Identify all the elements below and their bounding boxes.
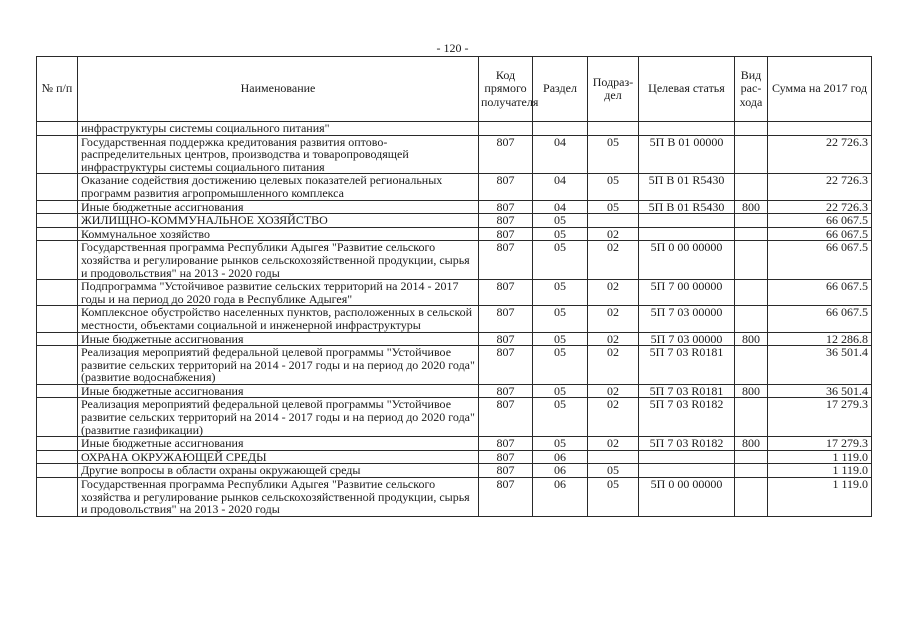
- cell-name: Другие вопросы в области охраны окружающей среды: [78, 464, 479, 478]
- cell-sum: 66 067.5: [768, 214, 872, 228]
- cell-sum: 12 286.8: [768, 332, 872, 346]
- cell-name: Иные бюджетные ассигнования: [78, 200, 479, 214]
- cell-name: Реализация мероприятий федеральной целевой программы "Устойчивое развитие сельских территорий на 2014 - 2017 годы и на период до 2020 года" (развитие водоснабжения): [78, 346, 479, 385]
- cell-section: 05: [533, 384, 588, 398]
- cell-section: 06: [533, 464, 588, 478]
- cell-sum: [768, 122, 872, 136]
- cell-num: [37, 135, 78, 174]
- cell-code: 807: [479, 200, 533, 214]
- cell-num: [37, 478, 78, 517]
- cell-name: инфраструктуры системы социального питания": [78, 122, 479, 136]
- table-row: [37, 280, 872, 306]
- cell-section: 05: [533, 280, 588, 306]
- table-row: [37, 227, 872, 241]
- cell-name: Комплексное обустройство населенных пунктов, расположенных в сельской местности, объектами социальной и инженерной инфраструктуры: [78, 306, 479, 332]
- cell-section: 05: [533, 306, 588, 332]
- cell-subsection: 02: [588, 398, 639, 437]
- cell-code: 807: [479, 280, 533, 306]
- cell-section: 06: [533, 478, 588, 517]
- cell-target: [639, 450, 735, 464]
- header-code: Код прямого получателя: [479, 57, 533, 122]
- cell-code: 807: [479, 135, 533, 174]
- cell-type: [735, 214, 768, 228]
- table-row: [37, 174, 872, 200]
- cell-section: 05: [533, 332, 588, 346]
- cell-num: [37, 306, 78, 332]
- cell-type: [735, 464, 768, 478]
- cell-code: 807: [479, 332, 533, 346]
- table-row: [37, 384, 872, 398]
- cell-num: [37, 464, 78, 478]
- cell-name: Государственная программа Республики Адыгея "Развитие сельского хозяйства и регулирование рынков сельскохозяйственной продукции, сырья и продовольствия" на 2013 - 2020 годы: [78, 478, 479, 517]
- cell-section: 05: [533, 398, 588, 437]
- cell-type: [735, 122, 768, 136]
- header-type: Вид рас-хода: [735, 57, 768, 122]
- cell-sum: 36 501.4: [768, 346, 872, 385]
- cell-code: [479, 122, 533, 136]
- table-body: [37, 122, 872, 517]
- cell-num: [37, 280, 78, 306]
- cell-num: [37, 174, 78, 200]
- header-subsection: Подраз-дел: [588, 57, 639, 122]
- cell-name: Государственная поддержка кредитования развития оптово-распределительных центров, производства и товаропроводящей инфраструктуры системы социального питания: [78, 135, 479, 174]
- table-row: [37, 122, 872, 136]
- cell-subsection: [588, 122, 639, 136]
- cell-num: [37, 122, 78, 136]
- cell-num: [37, 200, 78, 214]
- table-row: [37, 437, 872, 451]
- cell-section: 05: [533, 241, 588, 280]
- cell-sum: 66 067.5: [768, 280, 872, 306]
- cell-target: 5П 7 00 00000: [639, 280, 735, 306]
- cell-target: 5П В 01 00000: [639, 135, 735, 174]
- cell-target: 5П 0 00 00000: [639, 241, 735, 280]
- cell-num: [37, 241, 78, 280]
- cell-subsection: 02: [588, 241, 639, 280]
- table-row: [37, 346, 872, 385]
- budget-table: [36, 56, 872, 517]
- cell-type: [735, 280, 768, 306]
- table-row: [37, 398, 872, 437]
- cell-subsection: [588, 214, 639, 228]
- cell-type: [735, 174, 768, 200]
- table-row: [37, 478, 872, 517]
- cell-target: [639, 214, 735, 228]
- cell-target: 5П 7 03 R0182: [639, 437, 735, 451]
- cell-target: [639, 122, 735, 136]
- cell-section: 04: [533, 135, 588, 174]
- cell-sum: 22 726.3: [768, 135, 872, 174]
- cell-section: 04: [533, 200, 588, 214]
- cell-num: [37, 384, 78, 398]
- cell-type: 800: [735, 437, 768, 451]
- cell-type: [735, 241, 768, 280]
- header-sum: Сумма на 2017 год: [768, 57, 872, 122]
- cell-type: [735, 227, 768, 241]
- cell-target: 5П В 01 R5430: [639, 200, 735, 214]
- cell-name: Иные бюджетные ассигнования: [78, 437, 479, 451]
- cell-subsection: [588, 450, 639, 464]
- cell-name: Иные бюджетные ассигнования: [78, 332, 479, 346]
- cell-sum: 66 067.5: [768, 227, 872, 241]
- cell-target: [639, 464, 735, 478]
- cell-code: 807: [479, 478, 533, 517]
- cell-subsection: 05: [588, 478, 639, 517]
- cell-num: [37, 214, 78, 228]
- cell-sum: 17 279.3: [768, 437, 872, 451]
- cell-target: 5П 0 00 00000: [639, 478, 735, 517]
- cell-name: Оказание содействия достижению целевых показателей региональных программ развития агропромышленного комплекса: [78, 174, 479, 200]
- cell-name: Иные бюджетные ассигнования: [78, 384, 479, 398]
- cell-name: Коммунальное хозяйство: [78, 227, 479, 241]
- cell-subsection: 02: [588, 280, 639, 306]
- cell-num: [37, 346, 78, 385]
- cell-type: 800: [735, 200, 768, 214]
- cell-code: 807: [479, 241, 533, 280]
- cell-subsection: 02: [588, 346, 639, 385]
- cell-sum: 1 119.0: [768, 478, 872, 517]
- cell-type: 800: [735, 332, 768, 346]
- cell-type: [735, 398, 768, 437]
- cell-target: 5П 7 03 00000: [639, 332, 735, 346]
- cell-code: 807: [479, 174, 533, 200]
- cell-type: [735, 346, 768, 385]
- cell-subsection: 02: [588, 437, 639, 451]
- cell-name: ЖИЛИЩНО-КОММУНАЛЬНОЕ ХОЗЯЙСТВО: [78, 214, 479, 228]
- cell-sum: 22 726.3: [768, 174, 872, 200]
- header-section: Раздел: [533, 57, 588, 122]
- table-row: [37, 306, 872, 332]
- table-row: [37, 200, 872, 214]
- table-row: [37, 450, 872, 464]
- table-row: [37, 241, 872, 280]
- cell-name: ОХРАНА ОКРУЖАЮЩЕЙ СРЕДЫ: [78, 450, 479, 464]
- cell-section: 05: [533, 214, 588, 228]
- table-row: [37, 135, 872, 174]
- cell-sum: 66 067.5: [768, 306, 872, 332]
- cell-type: [735, 306, 768, 332]
- cell-num: [37, 227, 78, 241]
- cell-target: 5П 7 03 R0181: [639, 346, 735, 385]
- cell-code: 807: [479, 346, 533, 385]
- cell-name: Реализация мероприятий федеральной целевой программы "Устойчивое развитие сельских территорий на 2014 - 2017 годы и на период до 2020 года" (развитие газификации): [78, 398, 479, 437]
- cell-name: Государственная программа Республики Адыгея "Развитие сельского хозяйства и регулирование рынков сельскохозяйственной продукции, сырья и продовольствия" на 2013 - 2020 годы: [78, 241, 479, 280]
- cell-num: [37, 437, 78, 451]
- cell-code: 807: [479, 464, 533, 478]
- table-row: [37, 214, 872, 228]
- cell-type: [735, 450, 768, 464]
- cell-sum: 66 067.5: [768, 241, 872, 280]
- cell-target: 5П 7 03 00000: [639, 306, 735, 332]
- cell-subsection: 02: [588, 227, 639, 241]
- cell-section: 05: [533, 346, 588, 385]
- cell-name: Подпрограмма "Устойчивое развитие сельских территорий на 2014 - 2017 годы и на период до 2020 года в Республике Адыгея": [78, 280, 479, 306]
- cell-target: 5П 7 03 R0181: [639, 384, 735, 398]
- cell-section: 05: [533, 227, 588, 241]
- cell-type: [735, 135, 768, 174]
- table-row: [37, 332, 872, 346]
- page-number: - 120 -: [436, 41, 469, 55]
- cell-type: 800: [735, 384, 768, 398]
- cell-code: 807: [479, 227, 533, 241]
- cell-code: 807: [479, 398, 533, 437]
- cell-subsection: 05: [588, 135, 639, 174]
- cell-code: 807: [479, 384, 533, 398]
- table-header-row: [37, 57, 872, 122]
- cell-code: 807: [479, 306, 533, 332]
- cell-code: 807: [479, 437, 533, 451]
- cell-sum: 1 119.0: [768, 464, 872, 478]
- cell-type: [735, 478, 768, 517]
- header-num: № п/п: [37, 57, 78, 122]
- cell-subsection: 05: [588, 174, 639, 200]
- cell-section: 05: [533, 437, 588, 451]
- cell-sum: 36 501.4: [768, 384, 872, 398]
- cell-code: 807: [479, 450, 533, 464]
- cell-sum: 1 119.0: [768, 450, 872, 464]
- cell-target: 5П 7 03 R0182: [639, 398, 735, 437]
- cell-target: 5П В 01 R5430: [639, 174, 735, 200]
- cell-subsection: 02: [588, 384, 639, 398]
- cell-target: [639, 227, 735, 241]
- cell-subsection: 05: [588, 464, 639, 478]
- cell-num: [37, 332, 78, 346]
- cell-subsection: 02: [588, 306, 639, 332]
- cell-sum: 22 726.3: [768, 200, 872, 214]
- cell-section: 06: [533, 450, 588, 464]
- cell-section: [533, 122, 588, 136]
- header-name: Наименование: [78, 57, 479, 122]
- cell-subsection: 02: [588, 332, 639, 346]
- table-row: [37, 464, 872, 478]
- cell-subsection: 05: [588, 200, 639, 214]
- cell-sum: 17 279.3: [768, 398, 872, 437]
- header-target: Целевая статья: [639, 57, 735, 122]
- cell-num: [37, 398, 78, 437]
- cell-code: 807: [479, 214, 533, 228]
- cell-num: [37, 450, 78, 464]
- cell-section: 04: [533, 174, 588, 200]
